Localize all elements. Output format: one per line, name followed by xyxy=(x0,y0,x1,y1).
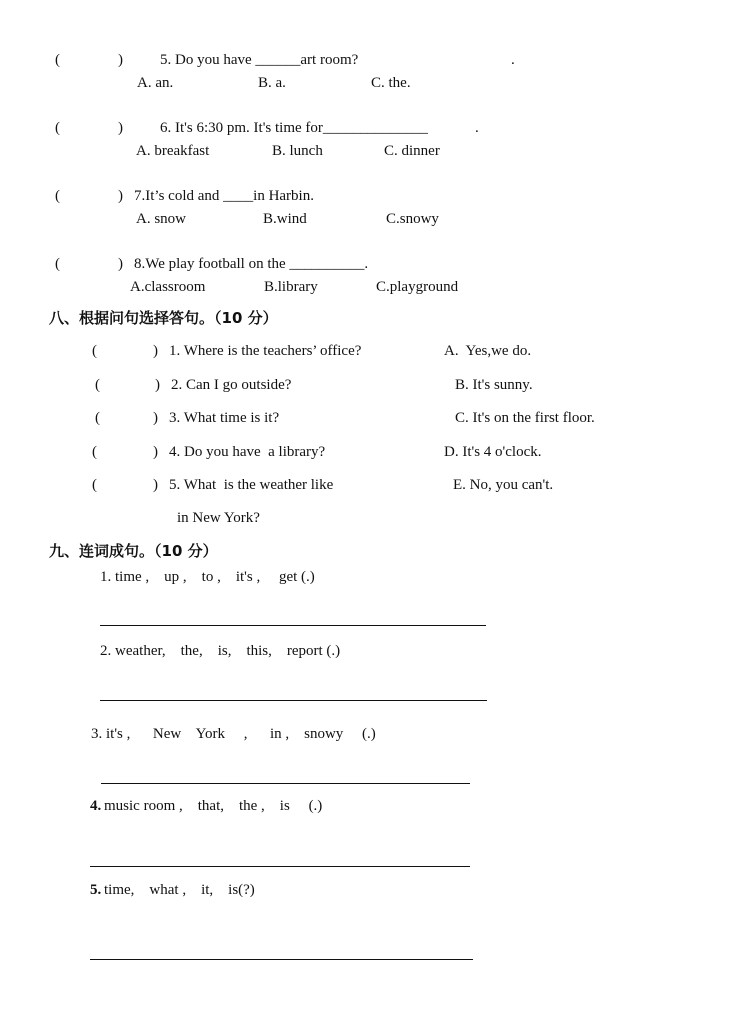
option-b: B. a. xyxy=(258,75,286,91)
answer-paren-right: ) xyxy=(153,444,158,460)
match-question: 4. Do you have a library? xyxy=(169,444,326,460)
answer-paren-right: ) xyxy=(153,410,158,426)
match-answer: A. Yes,we do. xyxy=(444,343,532,359)
answer-line[interactable] xyxy=(100,700,487,701)
option-c: C.playground xyxy=(376,279,459,295)
reorder-words: music room , that, the , is (.) xyxy=(104,798,323,814)
answer-line[interactable] xyxy=(100,625,486,626)
answer-paren-right: ) xyxy=(155,377,160,393)
option-c: C.snowy xyxy=(386,211,439,227)
match-answer: B. It's sunny. xyxy=(455,377,533,393)
reorder-words: 1. time , up , to , it's , get (.) xyxy=(100,569,315,585)
match-question: 1. Where is the teachers’ office? xyxy=(169,343,362,359)
answer-paren-right: ) xyxy=(153,343,158,359)
answer-paren-left: ( xyxy=(55,188,60,204)
option-a: A. breakfast xyxy=(136,143,210,159)
answer-paren-right: ) xyxy=(153,477,158,493)
answer-paren-right: ) xyxy=(118,120,123,136)
question-dot: . xyxy=(475,120,479,136)
reorder-words: 3. it's , New York , in , snowy (.) xyxy=(91,726,376,742)
question-stem: 5. Do you have ______art room? xyxy=(160,52,359,68)
answer-line[interactable] xyxy=(101,783,470,784)
match-question: 2. Can I go outside? xyxy=(171,377,292,393)
answer-paren-left: ( xyxy=(95,410,100,426)
option-a: A. snow xyxy=(136,211,187,227)
answer-paren-right: ) xyxy=(118,256,123,272)
answer-paren-left: ( xyxy=(92,477,97,493)
answer-line[interactable] xyxy=(90,959,473,960)
match-question: 3. What time is it? xyxy=(169,410,280,426)
answer-paren-left: ( xyxy=(95,377,100,393)
section-9-title: 九、连词成句。（10 分） xyxy=(49,542,218,560)
match-question: 5. What is the weather like xyxy=(169,477,334,493)
match-question-continuation: in New York? xyxy=(177,510,260,526)
reorder-words: time, what , it, is(?) xyxy=(104,882,255,898)
reorder-number: 5. xyxy=(90,882,102,898)
option-c: C. the. xyxy=(371,75,411,91)
option-b: B. lunch xyxy=(272,143,323,159)
match-answer: C. It's on the first floor. xyxy=(455,410,595,426)
answer-paren-left: ( xyxy=(55,120,60,136)
answer-paren-left: ( xyxy=(55,52,60,68)
question-dot: . xyxy=(511,52,515,68)
reorder-words: 2. weather, the, is, this, report (.) xyxy=(100,643,341,659)
option-a: A. an. xyxy=(137,75,174,91)
section-8-title: 八、根据问句选择答句。（10 分） xyxy=(49,309,278,327)
question-stem: 7.It’s cold and ____in Harbin. xyxy=(134,188,314,204)
answer-paren-left: ( xyxy=(92,444,97,460)
answer-paren-left: ( xyxy=(55,256,60,272)
question-stem: 6. It's 6:30 pm. It's time for______________ xyxy=(160,120,428,136)
answer-paren-right: ) xyxy=(118,188,123,204)
option-a: A.classroom xyxy=(130,279,206,295)
answer-paren-left: ( xyxy=(92,343,97,359)
match-answer: E. No, you can't. xyxy=(453,477,554,493)
reorder-number: 4. xyxy=(90,798,102,814)
option-b: B.wind xyxy=(263,211,307,227)
option-b: B.library xyxy=(264,279,318,295)
match-answer: D. It's 4 o'clock. xyxy=(444,444,542,460)
answer-line[interactable] xyxy=(90,866,470,867)
answer-paren-right: ) xyxy=(118,52,123,68)
question-stem: 8.We play football on the __________. xyxy=(134,256,369,272)
option-c: C. dinner xyxy=(384,143,440,159)
